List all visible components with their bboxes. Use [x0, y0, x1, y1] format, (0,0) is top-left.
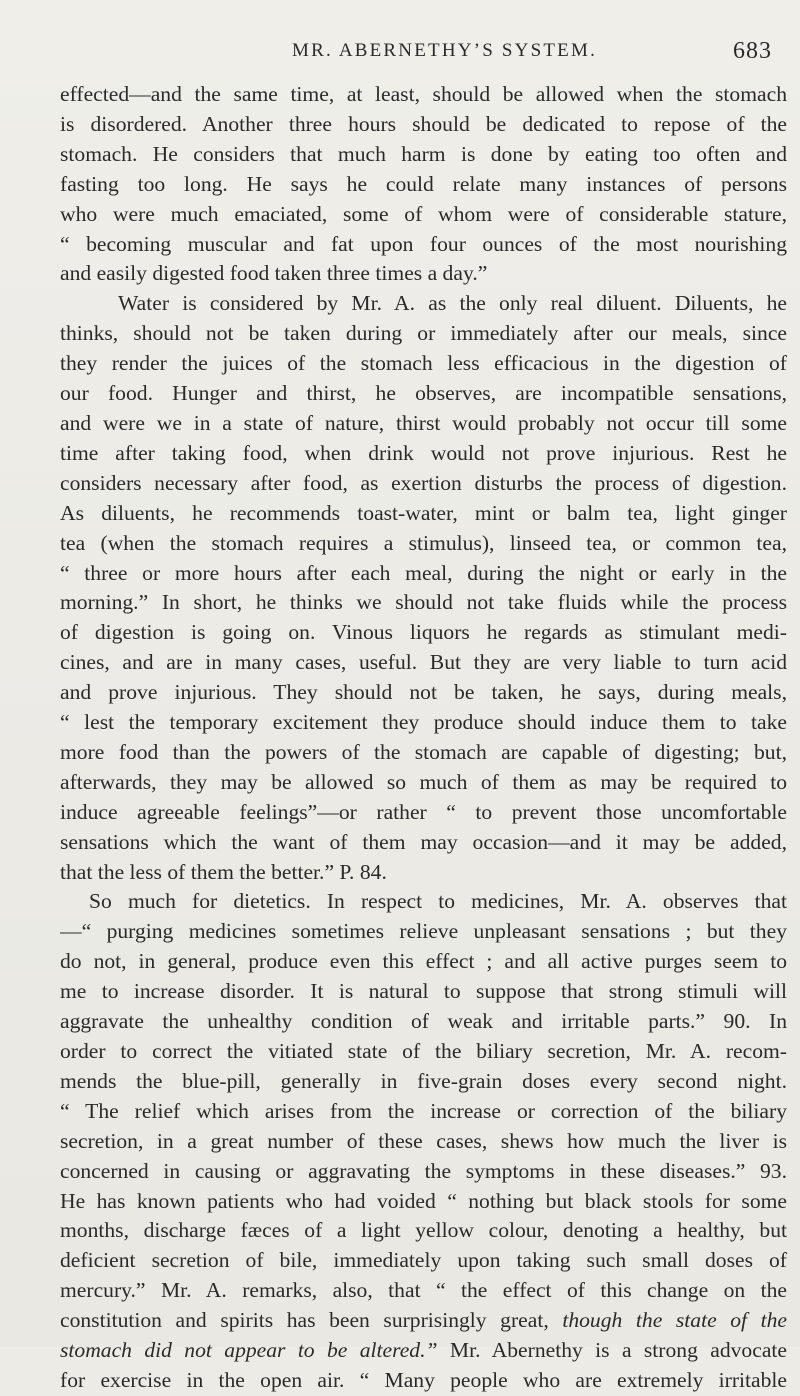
- running-head: [60, 40, 780, 70]
- text-line: is disordered. Another three hours should be dedicated to repose of the: [60, 111, 787, 136]
- text-line: and easily digested food taken three times a day.”: [60, 261, 488, 286]
- text-line: He has known patients who had voided “ nothing but black stools for some: [60, 1188, 787, 1213]
- text-line: considers necessary after food, as exertion disturbs the process of digestion.: [60, 470, 787, 495]
- text-line: me to increase disorder. It is natural to suppose that strong stimuli will: [60, 979, 787, 1004]
- text-line: our food. Hunger and thirst, he observes, are incompatible sensations,: [60, 381, 787, 406]
- text-line: who were much emaciated, some of whom were of considerable stature,: [60, 201, 787, 226]
- text-line: more food than the powers of the stomach are capable of digesting; but,: [60, 739, 787, 764]
- text-line: So much for dietetics. In respect to medicines, Mr. A. observes that: [89, 889, 787, 914]
- text-line: and were we in a state of nature, thirst would probably not occur till some: [60, 410, 787, 435]
- text-line: and prove injurious. They should not be taken, he says, during meals,: [60, 680, 787, 705]
- text-line: order to correct the vitiated state of the biliary secretion, Mr. A. recom-: [60, 1039, 787, 1063]
- text-line: tea (when the stomach requires a stimulus), linseed tea, or common tea,: [60, 530, 787, 555]
- running-title: MR. ABERNETHY’S SYSTEM.: [292, 40, 598, 61]
- text-line: aggravate the unhealthy condition of weak and irritable parts.” 90. In: [60, 1009, 787, 1034]
- text-line: they render the juices of the stomach less efficacious in the digestion of: [60, 351, 787, 376]
- text-line: stomach. He considers that much harm is done by eating too often and: [60, 141, 787, 166]
- text-line: of digestion is going on. Vinous liquors he regards as stimulant medi-: [60, 620, 787, 645]
- text-line: “ becoming muscular and fat upon four ounces of the most nourishing: [60, 231, 787, 256]
- text-line: that the less of them the better.” P. 84.: [60, 859, 387, 884]
- text-line: mends the blue-pill, generally in five-grain doses every second night.: [60, 1068, 787, 1093]
- text-line: —“ purging medicines sometimes relieve unpleasant sensations ; but they: [60, 919, 787, 944]
- text-line: “ lest the temporary excitement they produce should induce them to take: [60, 710, 787, 735]
- text-line: induce agreeable feelings”—or rather “ to prevent those uncomfortable: [60, 799, 787, 824]
- text-line: thinks, should not be taken during or immediately after our meals, since: [60, 321, 787, 346]
- text-line: “ The relief which arises from the increase or correction of the biliary: [60, 1098, 787, 1123]
- text-line-mixed: [60, 1306, 787, 1336]
- italic-segment: though the state of the: [562, 1308, 787, 1333]
- text-line: sensations which the want of them may occasion—and it may be added,: [60, 829, 787, 854]
- text-line: concerned in causing or aggravating the symptoms in these diseases.” 93.: [60, 1158, 787, 1183]
- italic-segment: stomach did not appear to be altered.”: [60, 1338, 438, 1363]
- text-line: secretion, in a great number of these cases, shews how much the liver is: [60, 1128, 787, 1153]
- text-line: do not, in general, produce even this effect ; and all active purges seem to: [60, 949, 787, 974]
- text-line: time after taking food, when drink would not prove injurious. Rest he: [60, 440, 787, 465]
- text-line: months, discharge fæces of a light yellow colour, denoting a healthy, but: [60, 1218, 787, 1243]
- text-line: fasting too long. He says he could relate many instances of persons: [60, 171, 787, 196]
- text-line: cines, and are in many cases, useful. But they are very liable to turn acid: [60, 650, 787, 675]
- body-text: [60, 80, 787, 1396]
- text-line: Water is considered by Mr. A. as the only real diluent. Diluents, he: [118, 291, 787, 316]
- text-line: “ three or more hours after each meal, during the night or early in the: [60, 560, 787, 585]
- text-segment: constitution and spirits has been surprisingly great,: [60, 1308, 549, 1333]
- text-line: mercury.” Mr. A. remarks, also, that “ the effect of this change on the: [60, 1278, 787, 1303]
- text-line: for exercise in the open air. “ Many people who are extremely irritable: [60, 1367, 787, 1392]
- text-line: As diluents, he recommends toast-water, mint or balm tea, light ginger: [60, 500, 787, 525]
- text-line: morning.” In short, he thinks we should not take fluids while the process: [60, 590, 787, 615]
- text-line: deficient secretion of bile, immediately upon taking such small doses of: [60, 1248, 787, 1273]
- text-line: effected—and the same time, at least, should be allowed when the stomach: [60, 82, 787, 106]
- text-segment: Mr. Abernethy is a strong advocate: [449, 1338, 787, 1363]
- page-number: 683: [733, 38, 772, 64]
- text-line: afterwards, they may be allowed so much of them as may be required to: [60, 769, 787, 794]
- text-line-mixed: [60, 1336, 787, 1366]
